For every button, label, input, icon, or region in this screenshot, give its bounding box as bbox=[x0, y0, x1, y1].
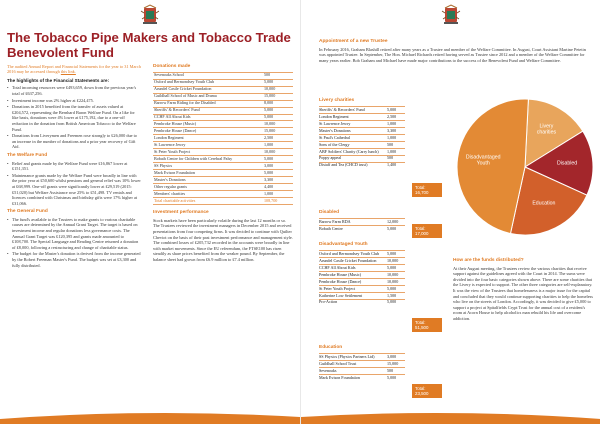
intro-text: The audited Annual Report and Financial Statements for the year to 31 March 2016 may be accessed through this link. bbox=[7, 64, 141, 75]
table-row bbox=[153, 177, 293, 184]
table-row bbox=[153, 72, 293, 79]
allocation-section bbox=[453, 258, 595, 324]
donations-heading: Donations made bbox=[153, 64, 191, 69]
list-item: • The fund's available to the Trustees to make grants to various charitable causes are determined by the Annual Grant Target. The target is based on investment income and regular donations less governance costs. The Annual Grant Target was £120,395 and grants made amounted to £108,700. The Special Language and Reading Centre returned a donation of £8,000, following a restructuring and change of charitable status. bbox=[7, 217, 141, 251]
table-row bbox=[153, 184, 293, 191]
charity-name: Mark Evison Foundation bbox=[319, 374, 360, 380]
list-item bbox=[319, 127, 405, 134]
donation-name: Sheriffs' & Recorders' Fund bbox=[153, 107, 263, 114]
donation-amount: 15,000 bbox=[263, 93, 293, 100]
pie-label: Livery charities bbox=[536, 123, 557, 136]
charity-name: Distaff and Tea (CHCD trust) bbox=[319, 162, 368, 168]
list-item bbox=[319, 278, 405, 285]
donation-name: SS Physics bbox=[153, 163, 263, 170]
charity-name: Sheriffs' & Recorders' Fund bbox=[319, 106, 365, 112]
welfare-heading: The Welfare Fund bbox=[7, 152, 48, 158]
table-row bbox=[153, 86, 293, 93]
table-row bbox=[153, 163, 293, 170]
donation-amount: 3,000 bbox=[263, 163, 293, 170]
charity-name: Katherine Low Settlement bbox=[319, 292, 363, 298]
charity-amount: 500 bbox=[387, 367, 394, 373]
donations-table bbox=[153, 72, 293, 206]
disabled-total-box: Total: 17,000 bbox=[412, 224, 442, 238]
charity-amount: 1,000 bbox=[387, 148, 397, 154]
charity-amount: 5,000 bbox=[387, 106, 397, 112]
charity-amount: 3,000 bbox=[387, 353, 397, 359]
charity-name: Sons of the Clergy bbox=[319, 141, 350, 147]
charity-name: Poppy appeal bbox=[319, 155, 342, 161]
donation-amount: 5,000 bbox=[263, 107, 293, 114]
charity-name: Oxford and Bermondsey Youth Club bbox=[319, 250, 380, 256]
disadv-total-box: Total: 51,500 bbox=[412, 318, 442, 332]
donation-name: Barrow Farm Riding for the Disabled bbox=[153, 100, 263, 107]
table-row bbox=[153, 107, 293, 114]
donation-name: Master's Donations bbox=[153, 177, 263, 184]
list-item bbox=[319, 155, 405, 162]
list-item bbox=[319, 148, 405, 155]
donation-name: London Regiment bbox=[153, 135, 263, 142]
list-item: • Donations in 2015 benefited from the transfer of assets valued at £204,572, representing the Bernhard Baron Welfare Fund. On a like for like basis, donations were 4% lower at £175,192, due to a one-off reduction in the donation from British American Tobacco to the Welfare Fund. bbox=[7, 104, 141, 132]
pie-label: Disabled bbox=[556, 160, 578, 167]
appointment-section bbox=[319, 39, 593, 65]
list-item bbox=[319, 113, 405, 120]
charity-amount: 3,300 bbox=[387, 127, 397, 133]
list-item bbox=[319, 218, 405, 225]
list-item bbox=[319, 257, 405, 264]
donation-name: Sevenoaks School bbox=[153, 72, 263, 79]
donation-amount: 10,000 bbox=[263, 121, 293, 128]
list-item bbox=[319, 374, 405, 381]
donation-amount: 10,000 bbox=[263, 149, 293, 156]
charity-name: Guildhall School Trust bbox=[319, 360, 357, 366]
charity-amount: 10,000 bbox=[387, 271, 399, 277]
donation-name: Bobath Centre for Children with Cerebral Palsy bbox=[153, 156, 263, 163]
donation-amount: 4,400 bbox=[263, 184, 293, 191]
donation-amount: 500 bbox=[263, 72, 293, 79]
charity-name: Pembroke House (Music) bbox=[319, 271, 362, 277]
allocation-pie-chart bbox=[451, 93, 599, 241]
charity-name: SS Physics (Physics Partners Ltd) bbox=[319, 353, 375, 359]
appointment-heading: Appointment of a new Trustee bbox=[319, 39, 388, 44]
donation-amount: 8,000 bbox=[263, 100, 293, 107]
donation-name: Pembroke House (Dance) bbox=[153, 128, 263, 135]
table-row bbox=[153, 149, 293, 156]
donation-amount: 5,000 bbox=[263, 114, 293, 121]
livery-table bbox=[319, 106, 405, 169]
allocation-text: At their August meeting, the Trustees review the various charities that receive support against the guidelines agreed with the Court in 2014. The sums were divided into the four basic categories shown above. There are some charities that the Livery is expected to support. The other three categories are self-explanatory. It was the view of the Trustees that homelessness is a major issue for the capital and concluded that they would continue supporting charities to help the homeless who live on the streets of London. Accordingly, it was decided to give £5,000 to support a project at Spitalfields Crypt Trust for the annual cost of a resident's room at Acorn House to help alcoholics man rebuild his life and overcome addiction. bbox=[453, 265, 593, 321]
table-row bbox=[153, 121, 293, 128]
charity-amount: 1,000 bbox=[387, 134, 397, 140]
donation-amount: 3,300 bbox=[263, 177, 293, 184]
charity-amount: 5,000 bbox=[387, 374, 397, 380]
welfare-list bbox=[7, 161, 141, 207]
left-column bbox=[7, 64, 141, 269]
charity-name: Pembroke House (Dance) bbox=[319, 278, 362, 284]
charity-amount: 1,500 bbox=[387, 292, 397, 298]
footer-decoration bbox=[0, 408, 300, 424]
charity-amount: 5,000 bbox=[387, 225, 397, 231]
list-item: • Donations from Liverymen and Freemen rose strongly to £26,000 due to an increase in the number of donations and a prior year recovery of Gift Aid. bbox=[7, 133, 141, 150]
donation-amount: 5,000 bbox=[263, 79, 293, 86]
table-row bbox=[153, 170, 293, 177]
right-column bbox=[153, 64, 293, 265]
general-heading: The General Fund bbox=[7, 209, 48, 215]
donation-name: Members' charities bbox=[153, 191, 263, 198]
pie-label: Disadvantaged Youth bbox=[465, 154, 501, 167]
page-number: 4 bbox=[8, 413, 11, 418]
list-item: • The budget for the Master's donation is derived from the income generated by the Robert Freeman Master's Fund. The budget was set at £3,300 and fully distributed. bbox=[7, 251, 141, 268]
list-item bbox=[319, 367, 405, 374]
highlights-list bbox=[7, 85, 141, 150]
right-page bbox=[300, 0, 600, 424]
footer-decoration bbox=[301, 408, 600, 424]
charity-amount: 500 bbox=[387, 141, 394, 147]
livery-heading: Livery charities bbox=[319, 98, 355, 103]
charity-amount: 1,400 bbox=[387, 162, 397, 168]
donation-amount: 5,000 bbox=[263, 170, 293, 177]
charity-amount: 12,000 bbox=[387, 218, 399, 224]
donation-name: Mark Evison Foundation bbox=[153, 170, 263, 177]
list-item bbox=[319, 141, 405, 148]
charity-amount: 5,000 bbox=[387, 250, 397, 256]
list-item bbox=[319, 162, 405, 169]
list-item: • Maintenance grants made by the Welfare Fund were broadly in line with the prior year at £50,600 whilst pensions and general relief was 10% lower at £68,999. One-off grants were significantly lower at £29,519 (2015: £51,020) but Welfare Assistance rose 25% to £51,498. TV rentals and licences combined with Christmas and birthday gifts were 17% higher at £31,066. bbox=[7, 173, 141, 207]
charity-amount: 5,000 bbox=[387, 264, 397, 270]
list-item: • Relief and grants made by the Welfare Fund were £16,867 lower at £151,351. bbox=[7, 161, 141, 172]
list-item bbox=[319, 225, 405, 232]
charity-amount: 500 bbox=[387, 155, 394, 161]
table-row bbox=[153, 100, 293, 107]
donation-amount: 10,000 bbox=[263, 86, 293, 93]
charity-name: Master's Donations bbox=[319, 127, 351, 133]
table-row bbox=[153, 93, 293, 100]
table-row bbox=[153, 128, 293, 135]
list-item bbox=[319, 134, 405, 141]
donation-name: Guildhall School of Music and Drama bbox=[153, 93, 263, 100]
list-item: • Investment income was 2% higher at £224,475. bbox=[7, 98, 141, 104]
charity-name: St Paul's Cathedral bbox=[319, 134, 350, 140]
allocation-heading: How are the funds distributed? bbox=[453, 258, 524, 263]
total-label: Total charitable activities bbox=[153, 198, 263, 205]
charity-name: Arundel Castle Cricket Foundation bbox=[319, 257, 377, 263]
donation-amount: 2,500 bbox=[263, 135, 293, 142]
list-item bbox=[319, 360, 405, 367]
total-amount: 108,700 bbox=[263, 198, 293, 205]
list-item bbox=[319, 106, 405, 113]
report-link[interactable]: this link. bbox=[60, 69, 76, 75]
disadv-table bbox=[319, 250, 405, 306]
donation-name: St Lawrence Jewry bbox=[153, 142, 263, 149]
charity-name: Sevenoaks bbox=[319, 367, 337, 373]
donation-name: St Peter Youth Project bbox=[153, 149, 263, 156]
donation-name: Pembroke House (Music) bbox=[153, 121, 263, 128]
donation-amount: 1,000 bbox=[263, 142, 293, 149]
table-total-row bbox=[153, 198, 293, 205]
donation-name: Oxford and Bermondsey Youth Club bbox=[153, 79, 263, 86]
table-row bbox=[153, 191, 293, 198]
donation-amount: 5,000 bbox=[263, 156, 293, 163]
pie-label: Education bbox=[532, 200, 556, 207]
charity-amount: 10,000 bbox=[387, 257, 399, 263]
table-row bbox=[153, 135, 293, 142]
charity-amount: 5,000 bbox=[387, 285, 397, 291]
donation-name: Other regular grants bbox=[153, 184, 263, 191]
charity-name: St Lawrence Jewry bbox=[319, 120, 351, 126]
table-row bbox=[153, 142, 293, 149]
list-item bbox=[319, 271, 405, 278]
disabled-heading: Disabled bbox=[319, 210, 339, 215]
list-item bbox=[319, 292, 405, 299]
general-list bbox=[7, 217, 141, 268]
donation-name: Arundel Castle Cricket Foundation bbox=[153, 86, 263, 93]
charity-name: Barrow Farm RDA bbox=[319, 218, 351, 224]
charity-amount: 2,500 bbox=[387, 113, 397, 119]
list-item bbox=[319, 120, 405, 127]
donation-name: CCHF All About Kids bbox=[153, 114, 263, 121]
charity-name: CCHF All About Kids bbox=[319, 264, 356, 270]
charity-amount: 10,000 bbox=[387, 278, 399, 284]
appointment-text: In February 2016, Graham Blashill retired after many years as a Trustee and member of the Welfare Committee. In August, Court Assistant Martine Petetin was appointed Trustee. In September, The Hon. Michael Richards retired having served as Trustee since 2012 and a member of the Welfare Committee for many years earlier. Bob Graham and Michael have made major contributions to the success of the Benevolent Fund and Welfare Committee. bbox=[319, 46, 586, 63]
donation-amount: 1,000 bbox=[263, 191, 293, 198]
charity-amount: 15,000 bbox=[387, 360, 399, 366]
crest-icon bbox=[440, 3, 462, 27]
crest-icon bbox=[139, 3, 161, 27]
education-heading: Education bbox=[319, 345, 343, 350]
livery-total-box: Total: 16,700 bbox=[412, 183, 442, 197]
page-title: The Tobacco Pipe Makers and Tobacco Trade Benevolent Fund bbox=[7, 30, 291, 60]
list-item: • Total incoming resources were £493,659, down from the previous year's total of £637,256. bbox=[7, 85, 141, 96]
highlights-heading: The highlights of the Financial Statements are: bbox=[7, 77, 110, 83]
disadv-heading: Disadvantaged Youth bbox=[319, 242, 368, 247]
education-total-box: Total: 23,500 bbox=[412, 384, 442, 398]
charity-name: Pro-Action bbox=[319, 299, 338, 305]
list-item bbox=[319, 353, 405, 360]
table-row bbox=[153, 79, 293, 86]
donation-amount: 15,000 bbox=[263, 128, 293, 135]
table-row bbox=[153, 156, 293, 163]
list-item bbox=[319, 250, 405, 257]
investment-text: Stock markets have been particularly volatile during the last 12 months or so. The Trustees reviewed the investment managers in December 2015 and received presentations from four competing firms. It was decided to continue with Quilter Cheviot on the basis of their past investment performance and management style. The combined losses of £205,732 recorded in the accounts were broadly in line with market movements. Since the EU referendum, the FTSE100 has risen steadily as share prices benefited from the weaker pound. By September, the balance sheet had grown from £6.9 million to £7.4 million. bbox=[153, 217, 293, 263]
list-item bbox=[319, 264, 405, 271]
table-row bbox=[153, 114, 293, 121]
charity-name: St Peter Youth Project bbox=[319, 285, 356, 291]
charity-amount: 1,000 bbox=[387, 120, 397, 126]
charity-amount: 5,000 bbox=[387, 299, 397, 305]
list-item bbox=[319, 285, 405, 292]
disabled-table bbox=[319, 218, 405, 232]
charity-name: ABF Soldiers' Charity (Carry lunch) bbox=[319, 148, 379, 154]
list-item bbox=[319, 299, 405, 306]
charity-name: London Regiment bbox=[319, 113, 349, 119]
page-number: 5 bbox=[589, 413, 592, 418]
education-table bbox=[319, 353, 405, 381]
charity-name: Bobath Centre bbox=[319, 225, 343, 231]
investment-heading: Investment performance bbox=[153, 210, 209, 216]
